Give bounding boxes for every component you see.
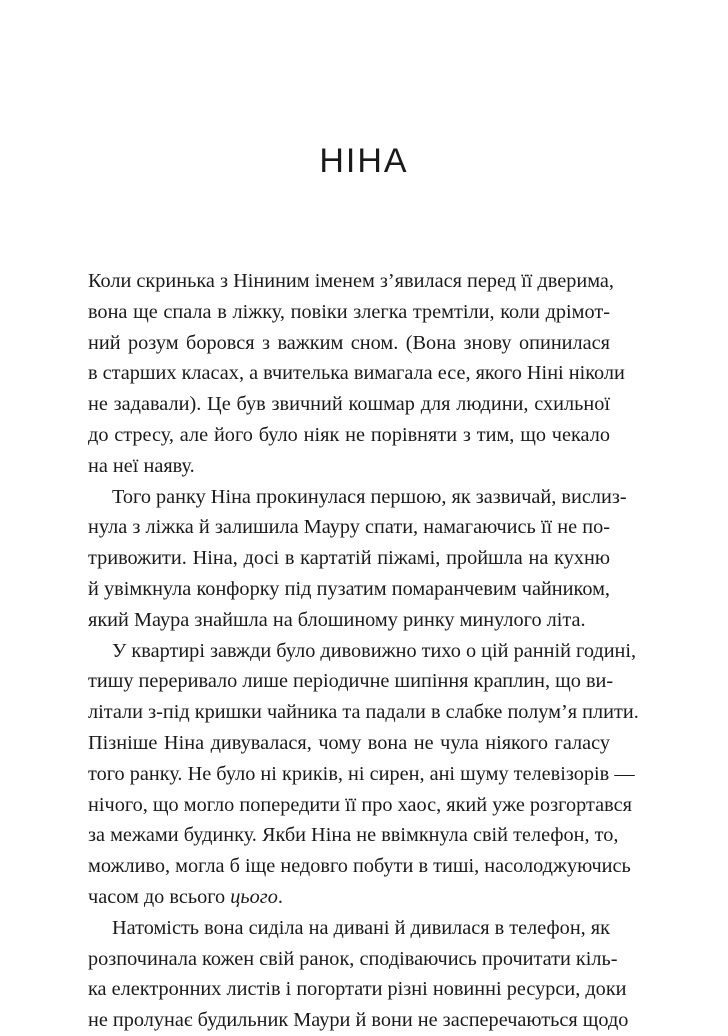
text-line: на неї наяву. (88, 454, 195, 477)
paragraph-1 (88, 266, 625, 482)
text-line: Того ранку Ніна прокинулася першою, як зазвичай, вислиз- (112, 485, 627, 508)
text-line: Пізніше Ніна дивувалася, чому вона не чула ніякого галасу (88, 731, 610, 754)
paragraph-3 (88, 636, 639, 913)
text-line: й увімкнула конфорку під пузатим помаранчевим чайником, (88, 577, 610, 600)
text-line: до стресу, але його було ніяк не порівняти з тим, що чекало (88, 423, 610, 446)
text-line: ний розум боровся з важким сном. (Вона знову опинилася (88, 331, 610, 354)
punctuation: . (277, 885, 283, 908)
text-line: нічого, що могло попередити її про хаос, який уже розгортався (88, 793, 632, 816)
paragraph-2 (88, 482, 627, 636)
chapter-title: НІНА (319, 142, 409, 180)
text-line: Натомість вона сиділа на дивані й дивилася в телефон, як (112, 916, 610, 939)
text-line: того ранку. Не було ні криків, ні сирен, ані шуму телевізорів — (88, 762, 635, 785)
text-line: який Маура знайшла на блошиному ринку минулого літа. (88, 608, 586, 631)
paragraph-4 (88, 913, 629, 1036)
text-line: вона ще спала в ліжку, повіки злегка тремтіли, коли дрімот- (88, 300, 610, 323)
text-line: не задавали). Це був звичний кошмар для людини, схильної (88, 393, 610, 416)
text-line: ка електронних листів і погортати різні новинні ресурси, доки (88, 978, 627, 1001)
text-line: літали з-під кришки чайника та падали в слабке полум’я плити. (88, 701, 639, 724)
body-text (88, 266, 639, 1036)
text-line: за межами будинку. Якби Ніна не ввімкнула свій телефон, то, (88, 824, 619, 847)
text-line: в старших класах, а вчителька вимагала есе, якого Ніні ніколи (88, 362, 625, 385)
text-line: тривожити. Ніна, досі в картатій піжамі, пройшла на кухню (88, 547, 610, 570)
text-line: нула з ліжка й залишила Мауру спати, намагаючись її не по- (88, 516, 610, 539)
text-line (88, 882, 610, 913)
text-line: розпочинала кожен свій ранок, сподіваючись прочитати кіль- (88, 947, 618, 970)
text-fragment: часом до всього (88, 885, 226, 908)
text-line: У квартирі завжди було дивовижно тихо о цій ранній годині, (112, 639, 637, 662)
text-line: не пролунає будильник Маури й вони не засперечаються щодо (88, 1009, 629, 1032)
text-line: можливо, могла б іще недовго побути в тиші, насолоджуючись (88, 855, 631, 878)
italic-word: цього (230, 885, 278, 908)
text-line: Коли скринька з Ніниним іменем з’явилася перед її дверима, (88, 270, 614, 292)
text-line: тишу переривало лише періодичне шипіння краплин, що ви- (88, 670, 614, 693)
